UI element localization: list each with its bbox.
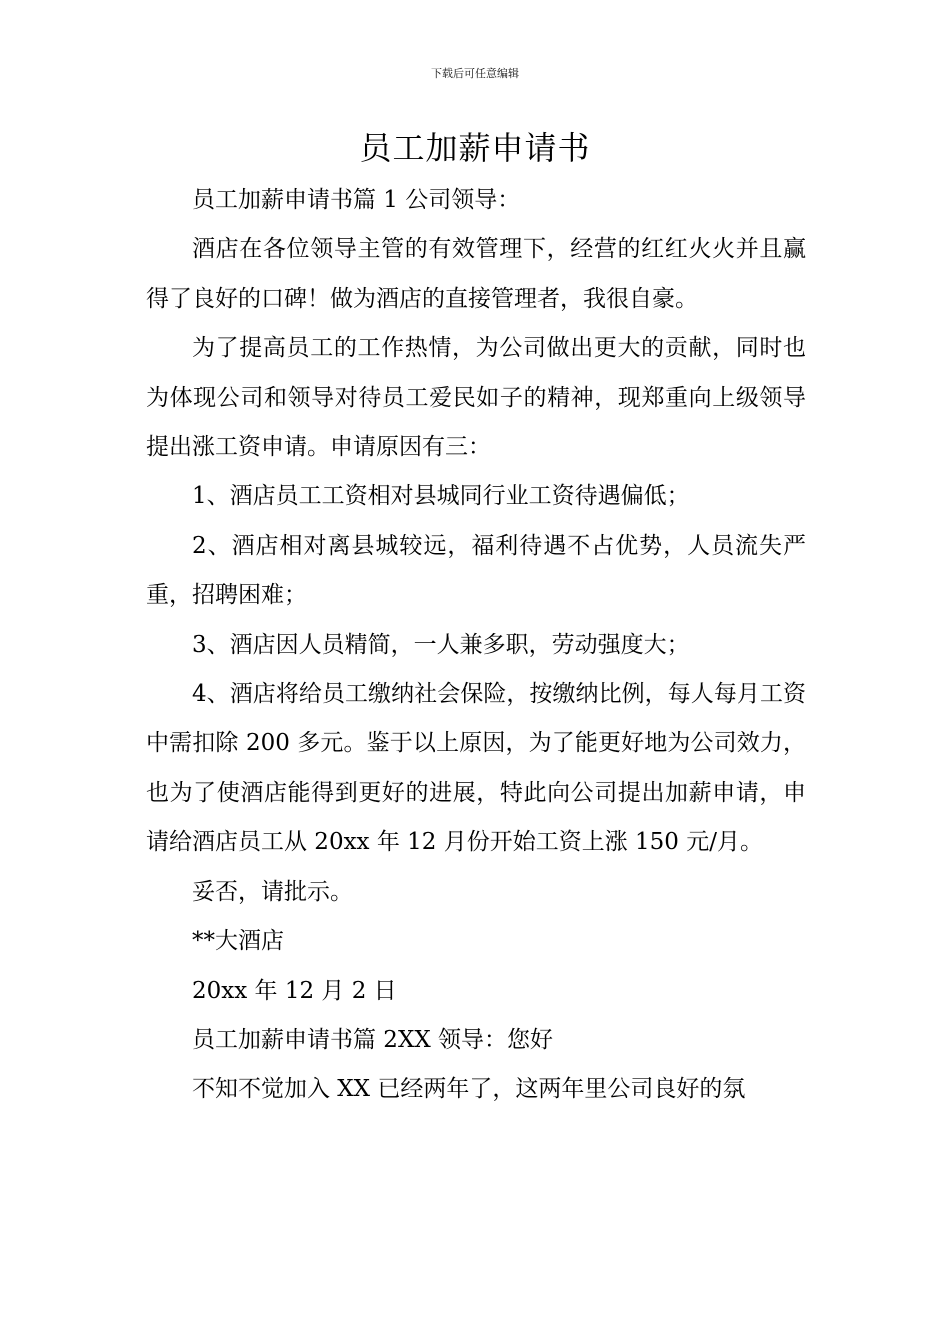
- paragraph-closing: 妥否，请批示。: [192, 878, 353, 905]
- paragraph-reason-1: 1、酒店员工工资相对县城同行业工资待遇偏低；: [192, 483, 690, 510]
- paragraph-date: 20xx 年 12 月 2 日: [192, 977, 397, 1004]
- document-title: 员工加薪申请书: [359, 129, 591, 167]
- document-body: [146, 176, 806, 1115]
- paragraph-salutation: 员工加薪申请书篇 1 公司领导：: [192, 187, 521, 213]
- paragraph-salutation-2: 员工加薪申请书篇 2XX 领导：您好: [192, 1026, 554, 1053]
- paragraph-reason-2: 2、酒店相对离县城较远，福利待遇不占优势，人员流失严重，招聘困难；: [146, 532, 806, 609]
- paragraph: 不知不觉加入 XX 已经两年了，这两年里公司良好的氛: [192, 1076, 746, 1103]
- paragraph-signature: **大酒店: [192, 928, 284, 955]
- paragraph: 酒店在各位领导主管的有效管理下，经营的红红火火并且赢得了良好的口碑！做为酒店的直接管理者，我很自豪。: [146, 236, 806, 312]
- paragraph: 为了提高员工的工作热情，为公司做出更大的贡献，同时也为体现公司和领导对待员工爱民如子的精神，现郑重向上级领导提出涨工资申请。申请原因有三：: [146, 335, 806, 461]
- paragraph-reason-3: 3、酒店因人员精简，一人兼多职，劳动强度大；: [192, 631, 690, 658]
- paragraph-reason-4: 4、酒店将给员工缴纳社会保险，按缴纳比例，每人每月工资中需扣除 200 多元。鉴于以上原因，为了能更好地为公司效力，也为了使酒店能得到更好的进展，特此向公司提出加薪申请，申请给酒店员工从 20xx 年 12 月份开始工资上涨 150 元/月。: [146, 681, 806, 856]
- header-note: 下载后可任意编辑: [431, 67, 519, 80]
